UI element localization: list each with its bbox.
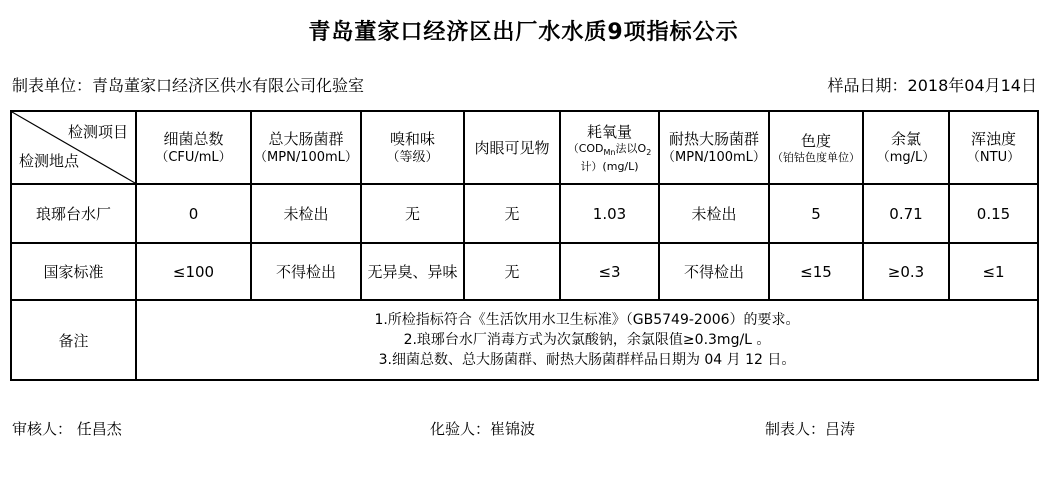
column-name: 总大肠菌群: [268, 129, 344, 148]
remarks-row: [11, 300, 1038, 380]
cell-value: ≤15: [769, 243, 863, 300]
column-header-thermotolerant-coliform: [659, 111, 769, 184]
column-header-visible-matter: [464, 111, 560, 184]
cell-value: ≤3: [560, 243, 659, 300]
cell-value: 无: [464, 243, 560, 300]
reviewer-label: 审核人： 任昌杰: [12, 420, 122, 438]
column-header-turbidity: [949, 111, 1038, 184]
column-header-residual-chlorine: [863, 111, 949, 184]
row-label: 国家标准: [11, 243, 136, 300]
cell-value: ≤1: [949, 243, 1038, 300]
remarks-content: [136, 300, 1038, 380]
table-row-national-standard: [11, 243, 1038, 300]
column-name: 细菌总数: [163, 129, 224, 148]
header-row: [11, 111, 1038, 184]
cell-value: 不得检出: [251, 243, 361, 300]
page-title: 青岛董家口经济区出厂水水质9项指标公示: [308, 20, 739, 45]
column-unit: （NTU）: [966, 149, 1021, 165]
cell-value: 0.71: [863, 184, 949, 243]
corner-label-items: 检测项目: [67, 123, 128, 141]
column-unit: （$COD_{Mn}$法以$O_2$计）(mg/L): [567, 142, 652, 173]
column-header-oxygen-consumption: [560, 111, 659, 184]
column-name: 余氯: [890, 129, 921, 148]
remark-line-1: 1.所检指标符合《生活饮用水卫生标准》（GB5749-2006）的要求。: [374, 312, 800, 328]
producer-label: 制表单位：青岛董家口经济区供水有限公司化验室: [12, 76, 365, 95]
column-header-bacteria: [136, 111, 251, 184]
cell-value: ≥0.3: [863, 243, 949, 300]
cell-value: 未检出: [251, 184, 361, 243]
cell-value: 不得检出: [659, 243, 769, 300]
column-unit: （等级）: [386, 149, 439, 165]
cell-value: 0.15: [949, 184, 1038, 243]
remark-line-3: 3.细菌总数、总大肠菌群、耐热大肠菌群样品日期为 04 月 12 日。: [378, 352, 796, 368]
column-name: 耗氧量: [586, 123, 632, 142]
signature-row: [0, 418, 1047, 440]
cell-value: ≤100: [136, 243, 251, 300]
remarks-label: 备注: [11, 300, 136, 380]
meta-row: [0, 73, 1047, 96]
column-header-odor-taste: [361, 111, 464, 184]
column-name: 耐热大肠菌群: [668, 129, 759, 148]
column-header-total-coliform: [251, 111, 361, 184]
column-unit: （MPN/100mL）: [662, 149, 766, 165]
tester-label: 化验人：崔锦波: [430, 420, 536, 438]
column-unit: （铂钴色度单位）: [772, 151, 860, 164]
column-name: 色度: [800, 132, 831, 150]
remark-line-2: 2.琅琊台水厂消毒方式为次氯酸钠，余氯限值≥0.3mg/L 。: [403, 332, 771, 348]
sample-date-label: 样品日期：2018年04月14日: [827, 76, 1037, 95]
column-name: 浑浊度: [970, 129, 1016, 148]
cell-value: 未检出: [659, 184, 769, 243]
cell-value: 无异臭、异味: [361, 243, 464, 300]
corner-label-locations: 检测地点: [19, 152, 80, 170]
column-name: 肉眼可见物: [474, 138, 550, 157]
cell-value: 无: [464, 184, 560, 243]
row-label: 琅琊台水厂: [11, 184, 136, 243]
column-unit: （mg/L）: [876, 149, 936, 165]
cell-value: 无: [361, 184, 464, 243]
water-quality-table: [10, 110, 1039, 381]
column-header-color: [769, 111, 863, 184]
preparer-label: 制表人：吕涛: [765, 420, 856, 438]
column-unit: （MPN/100mL）: [254, 149, 358, 165]
cell-value: 5: [769, 184, 863, 243]
corner-cell: [11, 111, 136, 184]
column-name: 嗅和味: [389, 129, 435, 148]
cell-value: 0: [136, 184, 251, 243]
table-row-langyatai: [11, 184, 1038, 243]
cell-value: 1.03: [560, 184, 659, 243]
column-unit: （CFU/mL）: [155, 149, 232, 165]
